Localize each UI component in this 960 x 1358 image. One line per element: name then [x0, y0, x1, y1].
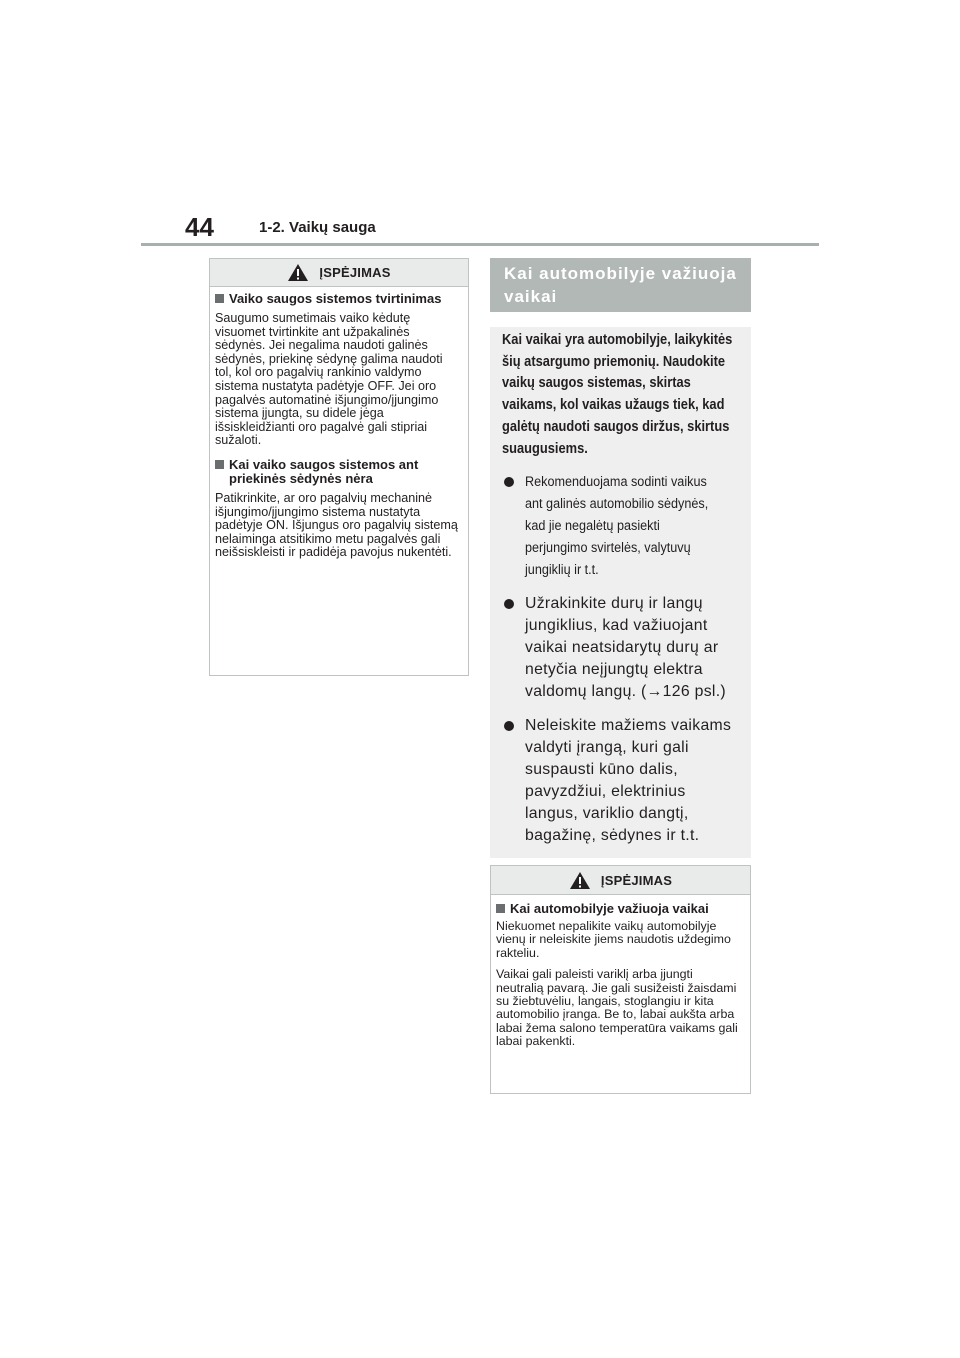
info-bullet-list — [502, 471, 741, 847]
round-bullet-icon — [504, 599, 514, 609]
warning-paragraph: Vaikai gali paleisti variklį arba įjungti neutralią pavarą. Jie gali susižeisti žaisdami su žiebtuvėliu, langais, stoglangiu ir kita automobilio įranga. Be to, labai aukšta arba labai žema salono temperatūra vaikams gali labai pakenkti. — [496, 967, 738, 1049]
list-item — [502, 593, 741, 703]
info-body — [490, 327, 751, 858]
warning-box-child-seat — [209, 258, 469, 676]
info-intro: Kai vaikai yra automobilyje, laikykitės šių atsargumo priemonių. Naudokite vaikų saugos sistemas, skirtas vaikams, kol vaikas užaugs tiek, kad galėtų naudoti saugos diržus, skirtus suaugusiems. — [502, 332, 733, 457]
warning-triangle-icon — [287, 263, 309, 282]
warning-header — [491, 866, 750, 895]
page-number: 44 — [185, 212, 214, 242]
warning-title: ĮSPĖJIMAS — [319, 265, 391, 280]
round-bullet-icon — [504, 477, 514, 487]
warning-paragraph: Niekuomet nepalikite vaikų automobilyje vienų ir neleiskite jiems naudotis uždegimo rakteliu. — [496, 919, 731, 960]
list-item — [502, 471, 741, 581]
info-heading: Kai automobilyje važiuoja vaikai — [490, 258, 751, 312]
warning-header — [210, 259, 468, 287]
warning-paragraph: Saugumo sumetimais vaiko kėdutę visuomet tvirtinkite ant užpakalinės sėdynės. Jei negalima naudoti galinės sėdynės, priekinę sėdynę galima naudoti tol, kol oro pagalvių rankinio valdymo sistema nustatyta padėtyje OFF. Jei oro pagalvės automatinė išjungimo/įjungimo sistema įjungta, su didele jėga išsiskleidžianti oro pagalvė gali stipriai sužaloti. — [215, 311, 443, 448]
warning-box-children-in-vehicle — [490, 865, 751, 1094]
warning-item-title: Kai vaiko saugos sistemos ant priekinės sėdynės nėra — [229, 456, 419, 486]
list-item-text: Neleiskite mažiems vaikams valdyti įrangą, kuri gali suspausti kūno dalis, pavyzdžiui, elektrinius langus, variklio dangtį, bagažinę, sėdynes ir t.t. — [525, 717, 732, 845]
list-item-text: Užrakinkite durų ir langų jungiklius, kad važiuojant vaikai neatsidarytų durų ar netyčia neįjungtų elektra valdomų langų. (→126 psl.) — [525, 595, 726, 701]
warning-triangle-icon — [569, 871, 591, 890]
warning-paragraph: Patikrinkite, ar oro pagalvių mechaninė išjungimo/įjungimo sistema nustatyta padėtyje ON. Išjungus oro pagalvių sistemą nelaiminga atsitikimo metu pagalvės gali neišsiskleisti ir padidėja pavojus nukentėti. — [215, 490, 458, 560]
list-item — [502, 715, 741, 847]
warning-item-title: Kai automobilyje važiuoja vaikai — [510, 901, 709, 916]
warning-item — [215, 292, 458, 448]
square-bullet-icon — [496, 904, 505, 913]
square-bullet-icon — [215, 294, 224, 303]
warning-title: ĮSPĖJIMAS — [600, 872, 673, 888]
round-bullet-icon — [504, 721, 514, 731]
warning-item — [496, 902, 740, 1049]
list-item-text: Rekomenduojama sodinti vaikus ant galinės automobilio sėdynės, kad jie negalėtų pasiekti perjungimo svirtelės, valytuvų jungiklių ir t.t. — [525, 474, 709, 579]
section-title: 1-2. Vaikų sauga — [259, 219, 376, 236]
warning-item-title: Vaiko saugos sistemos tvirtinimas — [229, 291, 442, 306]
header-rule — [141, 243, 819, 246]
square-bullet-icon — [215, 460, 224, 469]
warning-item — [215, 458, 458, 560]
